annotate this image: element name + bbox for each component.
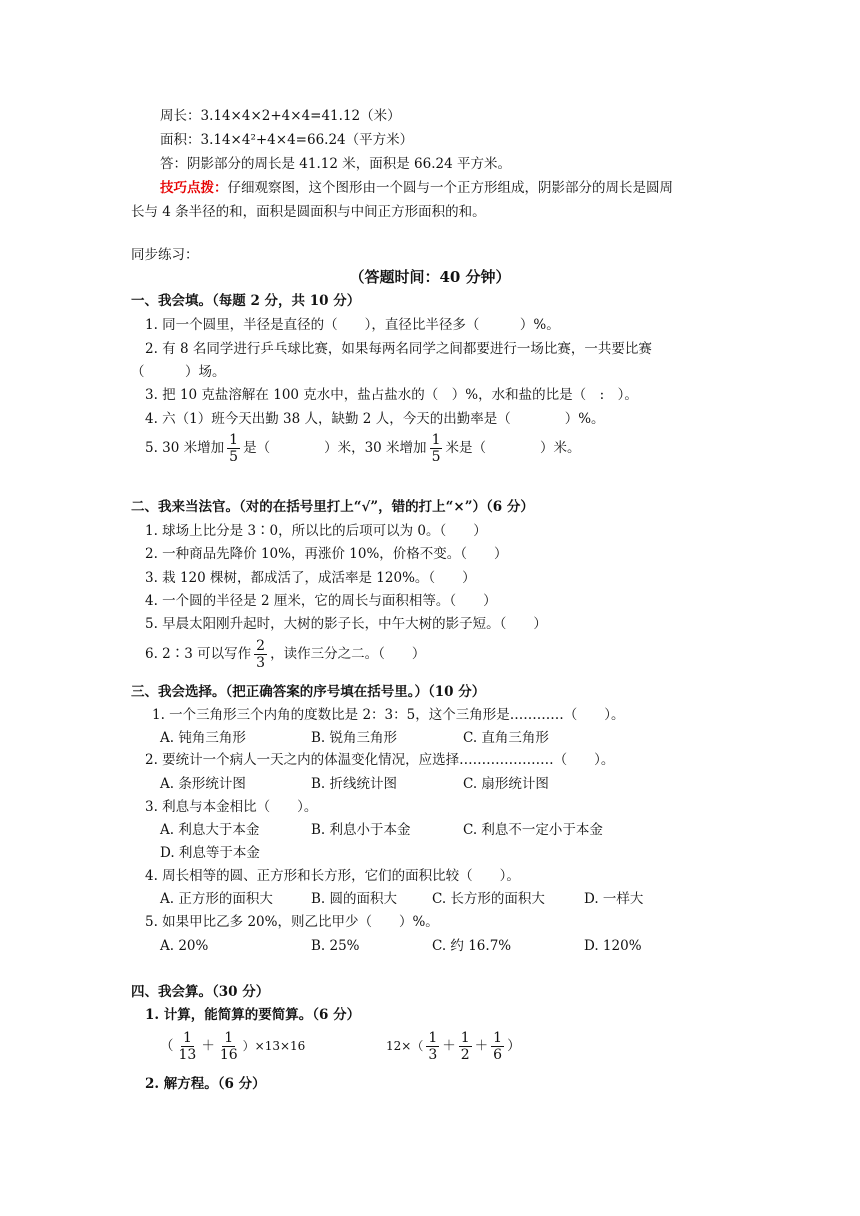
section2-q4: 4. 一个圆的半径是 2 厘米，它的周长与面积相等。（ ） [145, 593, 497, 609]
fraction: $\frac{1}{5}$ [431, 432, 441, 465]
practice-heading: 同步练习： [131, 247, 199, 263]
paren-open: （ [160, 1038, 174, 1054]
section2-q1: 1. 球场上比分是 3∶0，所以比的后项可以为 0。（ ） [145, 523, 487, 539]
expression-tail: ）×13×16 [242, 1039, 306, 1053]
expression-1 [160, 1027, 305, 1065]
q6-text-a: 6. 2∶3 可以写作 [145, 646, 252, 662]
plus-sign: ＋ [201, 1038, 215, 1054]
solution-answer: 答：阴影部分的周长是 41.12 米，面积是 66.24 平方米。 [160, 156, 511, 172]
section3-q4-option-d: D. 一样大 [584, 891, 644, 907]
fraction: $\frac{1}{6}$ [493, 1030, 503, 1063]
expression-head: 12×（ [386, 1039, 424, 1053]
section3-q4-option-c: C. 长方形的面积大 [432, 891, 545, 907]
solution-perimeter: 周长：3.14×4×2+4×4=41.12（米） [160, 108, 401, 124]
q5-text-c: 米是（ ）米。 [445, 440, 581, 456]
section1-q1: 1. 同一个圆里，半径是直径的（ ），直径比半径多（ ）%。 [145, 317, 560, 333]
tip-line-1 [160, 179, 673, 197]
section4-title: 四、我会算。（30 分） [131, 984, 270, 1000]
q5-text-b: 是（ ）米，30 米增加 [243, 440, 427, 456]
section3-q2-option-a: A. 条形统计图 [160, 776, 246, 792]
section3-q2-option-b: B. 折线统计图 [311, 776, 398, 792]
section3-q2: 2. 要统计一个病人一天之内的体温变化情况，应选择…………………（ ）。 [145, 752, 615, 768]
practice-time: （答题时间：40 分钟） [349, 268, 511, 286]
section1-q3: 3. 把 10 克盐溶解在 100 克水中，盐占盐水的（ ）%，水和盐的比是（ : ）。 [145, 387, 638, 403]
section3-q3-option-d: D. 利息等于本金 [160, 845, 260, 861]
solution-area: 面积：3.14×4²+4×4=66.24（平方米） [160, 132, 414, 148]
section3-q1-option-a: A. 钝角三角形 [160, 730, 246, 746]
section3-q3-option-b: B. 利息小于本金 [311, 822, 411, 838]
plus-sign: ＋ [474, 1038, 489, 1054]
section2-q6 [145, 636, 425, 672]
fraction: $\frac{1}{5}$ [229, 432, 239, 465]
section3-q5-option-d: D. 120% [584, 938, 642, 954]
section3-q4-option-a: A. 正方形的面积大 [160, 891, 273, 907]
fraction: $\frac{1}{2}$ [460, 1030, 470, 1063]
tip-line-2: 长与 4 条半径的和，面积是圆面积与中间正方形面积的和。 [131, 204, 486, 220]
section2-q3: 3. 栽 120 棵树，都成活了，成活率是 120%。（ ） [145, 570, 476, 586]
section3-title: 三、我会选择。（把正确答案的序号填在括号里。）（10 分） [131, 684, 486, 700]
section3-q1-option-b: B. 锐角三角形 [311, 730, 398, 746]
section4-sub2: 2. 解方程。（6 分） [145, 1076, 266, 1092]
tip-text-1: 仔细观察图，这个图形由一个圆与一个正方形组成，阴影部分的周长是圆周 [227, 180, 673, 196]
section3-q4: 4. 周长相等的圆、正方形和长方形，它们的面积比较（ ）。 [145, 868, 520, 884]
paren-close: ） [507, 1038, 521, 1054]
q6-text-b: ，读作三分之二。（ ） [270, 646, 426, 662]
tip-label: 技巧点拨： [160, 180, 228, 196]
fraction: $\frac{2}{3}$ [256, 638, 266, 671]
section3-q5: 5. 如果甲比乙多 20%，则乙比甲少（ ）%。 [145, 914, 439, 930]
section3-q2-option-c: C. 扇形统计图 [463, 776, 549, 792]
fraction: $\frac{1}{13}$ [178, 1030, 197, 1063]
section3-q5-option-b: B. 25% [311, 938, 360, 954]
section3-q1: 1. 一个三角形三个内角的度数比是 2：3：5，这个三角形是…………（ ）。 [152, 707, 625, 723]
section3-q3-option-a: A. 利息大于本金 [160, 822, 260, 838]
section2-q2: 2. 一种商品先降价 10%，再涨价 10%，价格不变。（ ） [145, 546, 508, 562]
section2-q5: 5. 早晨太阳刚升起时，大树的影子长，中午大树的影子短。（ ） [145, 616, 547, 632]
section1-q2b: （ ）场。 [131, 364, 226, 380]
section3-q1-option-c: C. 直角三角形 [463, 730, 549, 746]
q5-text-a: 5. 30 米增加 [145, 440, 225, 456]
section3-q3: 3. 利息与本金相比（ ）。 [145, 799, 318, 815]
section1-q2a: 2. 有 8 名同学进行乒乓球比赛，如果每两名同学之间都要进行一场比赛，一共要比赛 [145, 341, 652, 357]
section3-q5-option-a: A. 20% [160, 938, 209, 954]
section3-q5-option-c: C. 约 16.7% [432, 938, 512, 954]
section1-q4: 4. 六（1）班今天出勤 38 人，缺勤 2 人，今天的出勤率是（ ）%。 [145, 411, 605, 427]
fraction: $\frac{1}{3}$ [428, 1030, 438, 1063]
plus-sign: ＋ [442, 1038, 456, 1054]
section3-q3-option-c: C. 利息不一定小于本金 [463, 822, 603, 838]
fraction: $\frac{1}{16}$ [219, 1030, 238, 1063]
expression-2 [386, 1027, 521, 1065]
section3-q4-option-b: B. 圆的面积大 [311, 891, 398, 907]
section1-q5 [145, 430, 580, 466]
section4-sub1: 1. 计算，能简算的要简算。（6 分） [145, 1007, 361, 1023]
section2-title: 二、我来当法官。（对的在括号里打上“√”，错的打上“×”）（6 分） [131, 499, 534, 515]
section1-title: 一、我会填。（每题 2 分，共 10 分） [131, 293, 361, 309]
